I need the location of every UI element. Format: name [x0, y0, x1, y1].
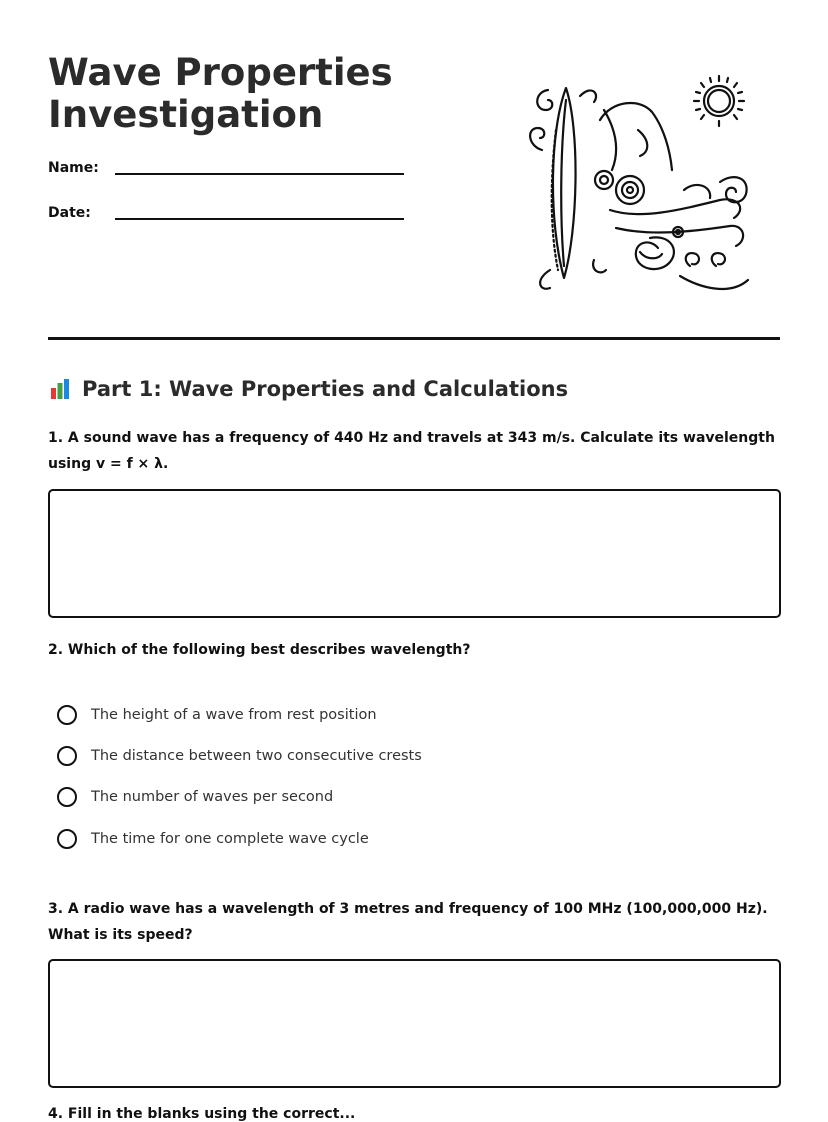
- date-line[interactable]: [115, 218, 404, 220]
- question-2-text: 2. Which of the following best describes wavelength?: [48, 642, 471, 658]
- question-2-option-1[interactable]: [57, 702, 377, 728]
- question-4-text: 4. Fill in the blanks using the correct...: [48, 1106, 356, 1122]
- option-label: The time for one complete wave cycle: [91, 831, 369, 847]
- section-divider: [48, 337, 780, 340]
- question-2-option-4[interactable]: [57, 826, 369, 852]
- date-field-row: [48, 205, 408, 231]
- radio-button[interactable]: [57, 746, 77, 766]
- question-1-text: 1. A sound wave has a frequency of 440 Hz and travels at 343 m/s. Calculate its wavelength using v = f × λ.: [48, 430, 775, 472]
- surfboard-wave-sun-illustration: [520, 70, 756, 300]
- date-label: Date:: [48, 205, 91, 221]
- question-3-answer-box[interactable]: [48, 959, 781, 1088]
- question-3-text: 3. A radio wave has a wavelength of 3 metres and frequency of 100 MHz (100,000,000 Hz). What is its speed?: [48, 901, 768, 943]
- question-2-option-3[interactable]: [57, 784, 333, 810]
- radio-button[interactable]: [57, 787, 77, 807]
- question-1-answer-box[interactable]: [48, 489, 781, 618]
- sun-icon: [694, 76, 744, 126]
- name-field-row: [48, 160, 408, 186]
- question-2-option-2[interactable]: [57, 743, 422, 769]
- wave-swirl-icon: [593, 103, 748, 289]
- option-label: The distance between two consecutive crests: [91, 748, 422, 764]
- worksheet-title: Wave Properties Investigation: [48, 51, 393, 136]
- option-label: The height of a wave from rest position: [91, 707, 377, 723]
- surfboard-icon: [552, 88, 576, 278]
- radio-button[interactable]: [57, 829, 77, 849]
- part1-heading-text: Part 1: Wave Properties and Calculations: [82, 377, 569, 401]
- name-label: Name:: [48, 160, 99, 176]
- bar-chart-icon: [48, 377, 72, 401]
- name-line[interactable]: [115, 173, 404, 175]
- radio-button[interactable]: [57, 705, 77, 725]
- part1-heading: [48, 374, 568, 404]
- option-label: The number of waves per second: [91, 789, 334, 805]
